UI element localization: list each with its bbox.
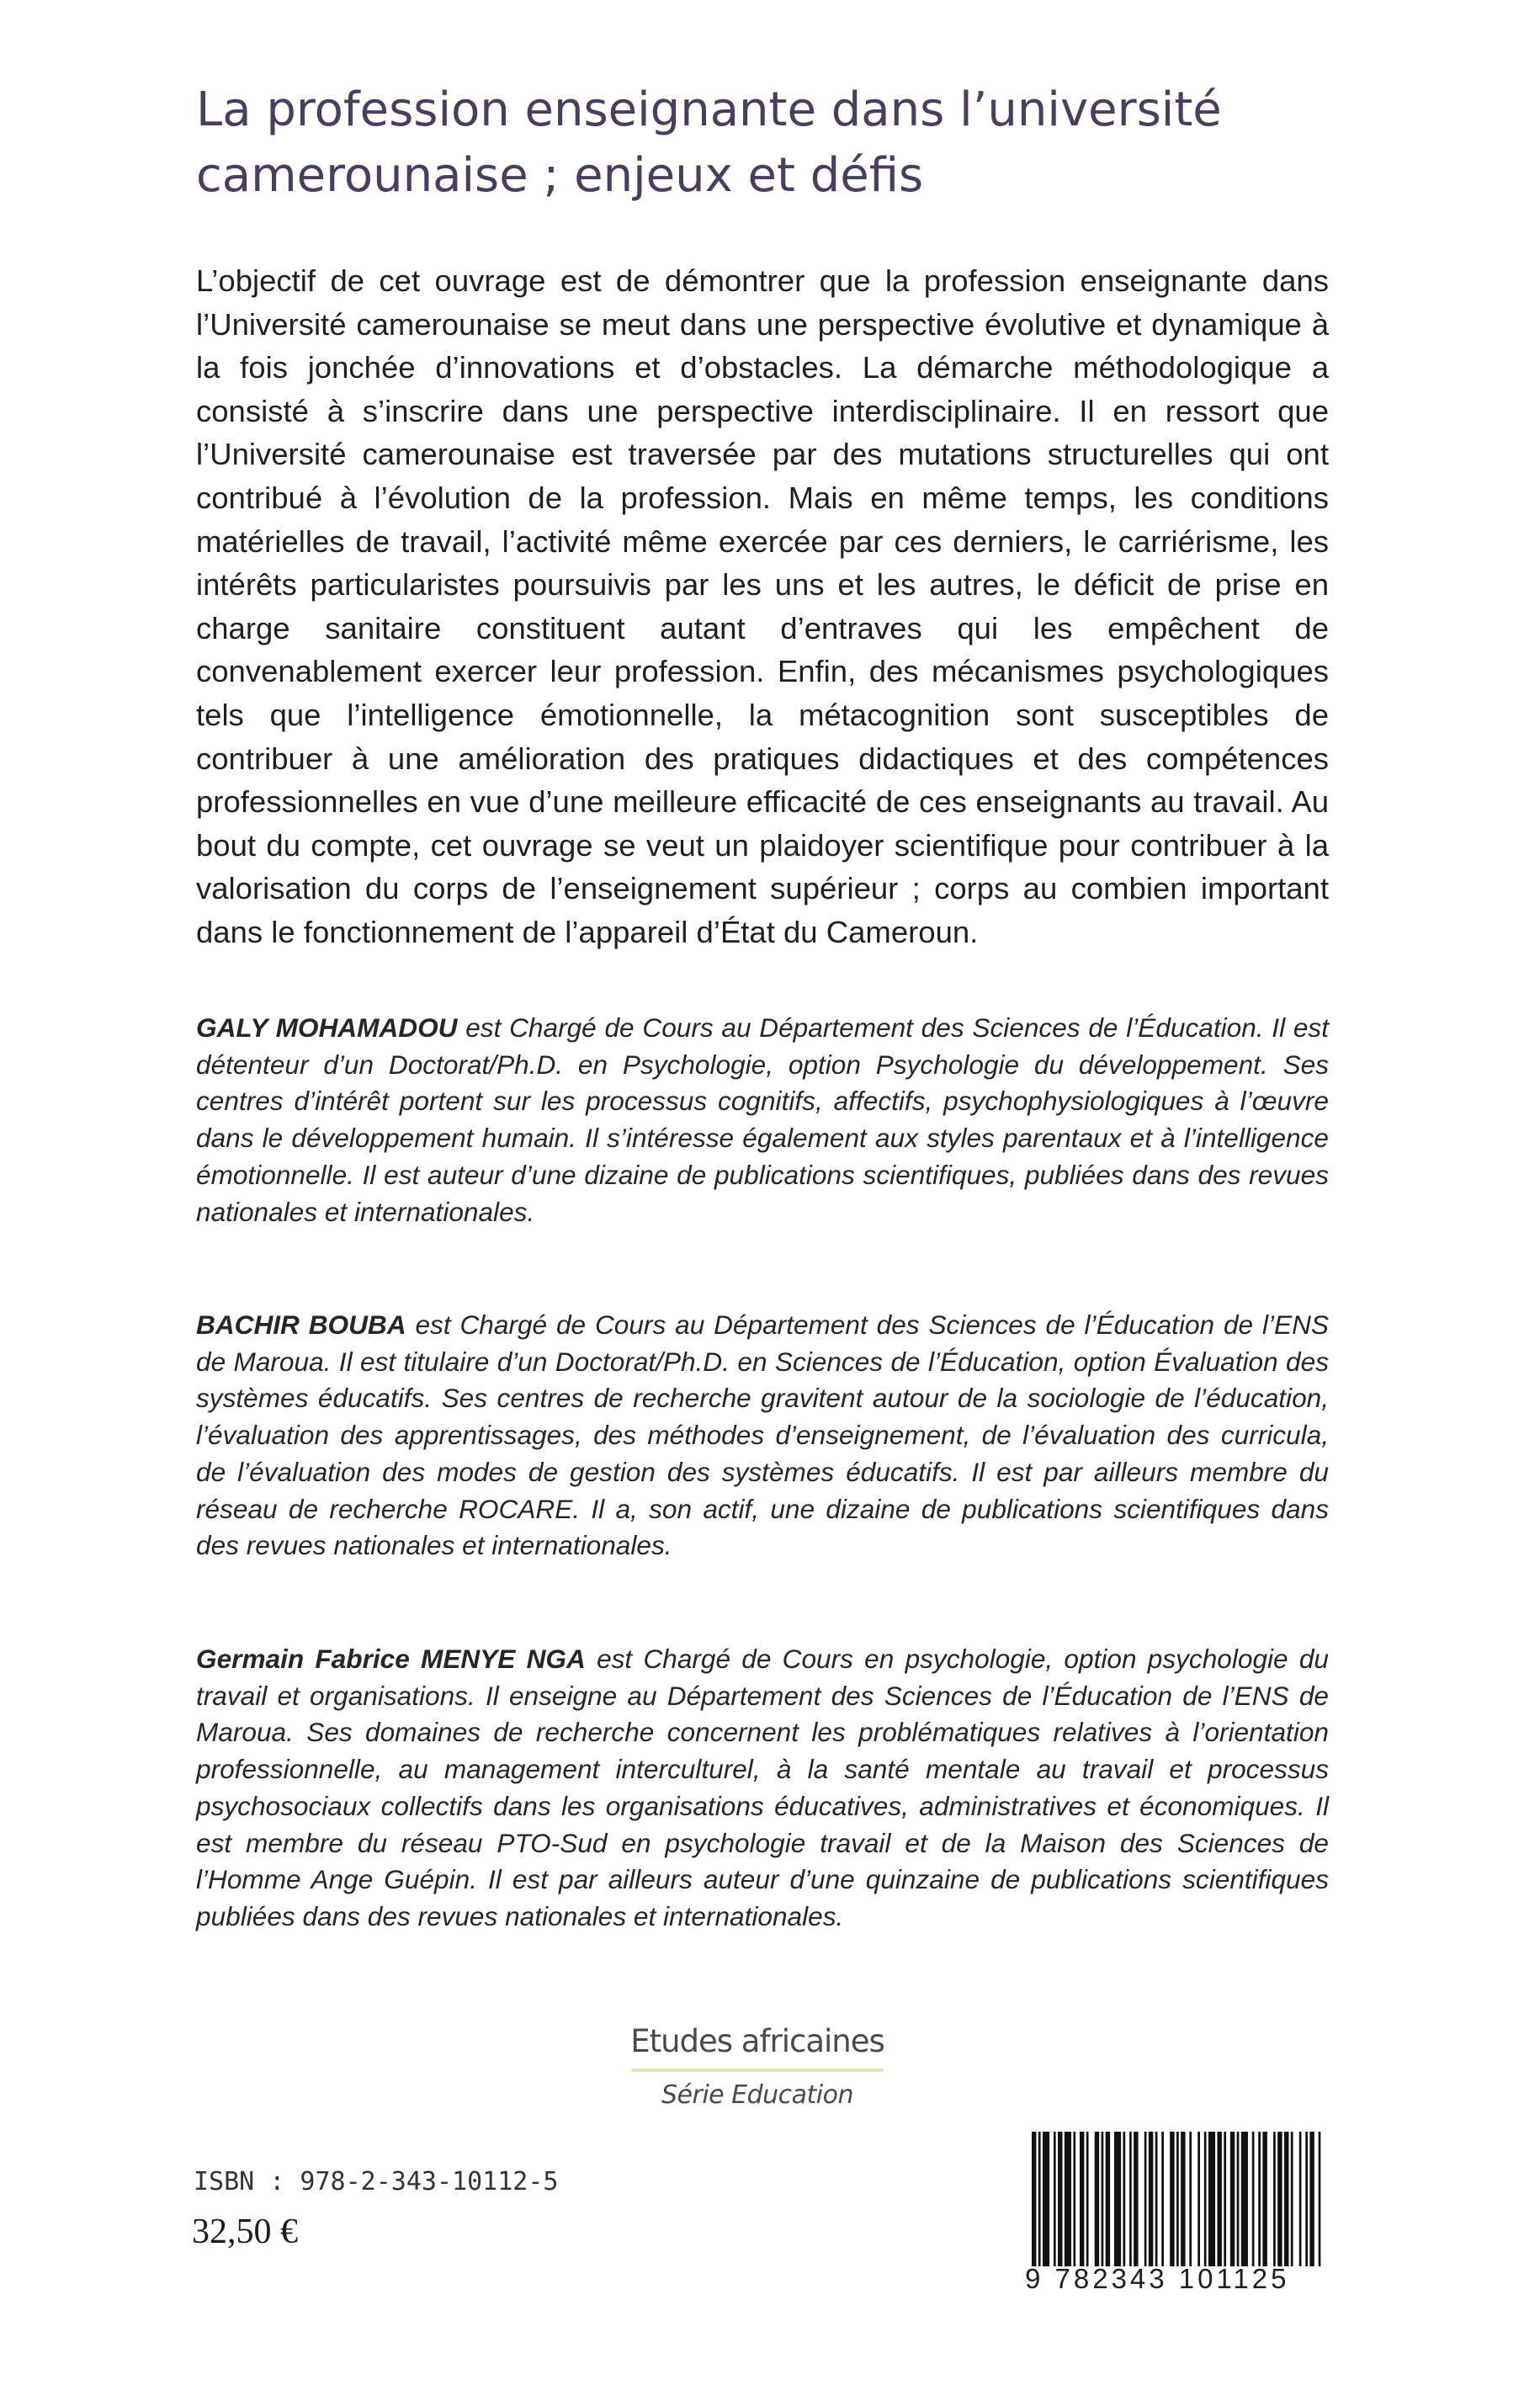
- collection-name: Etudes africaines: [630, 2023, 884, 2059]
- author-bio: [196, 1307, 1329, 1564]
- barcode-bar: [1181, 2132, 1185, 2266]
- barcode-bar: [1217, 2132, 1221, 2266]
- barcode-bar: [1095, 2132, 1099, 2266]
- author-name: BACHIR BOUBA: [196, 1309, 406, 1340]
- barcode-digits: 9 782343 101125: [1025, 2263, 1290, 2294]
- barcode-bar: [1230, 2132, 1235, 2266]
- barcode-bar: [1319, 2132, 1321, 2266]
- barcode-bar: [1080, 2132, 1084, 2266]
- barcode-bar: [1155, 2132, 1158, 2266]
- barcode-bar: [1065, 2132, 1071, 2266]
- barcode-bar: [1102, 2132, 1104, 2266]
- author-bio-text: est Chargé de Cours en psychologie, option psychologie du travail et organisations. Il enseigne au Département des Sciences de l’Éducation de l’ENS de Maroua. Ses domaines de recherche concernent les problématiques relatives à l’orientation professionnelle, au management interculturel, à la santé mentale au travail et processus psychosociaux collectifs dans les organisations éducatives, administratives et économiques. Il est membre du réseau PTO-Sud en psychologie travail et de la Maison des Sciences de l’Homme Ange Guépin. Il est par ailleurs auteur d’une quinzaine de publications scientifiques publiées dans des revues nationales et internationales.: [196, 1644, 1329, 1931]
- barcode-bar: [1299, 2132, 1302, 2266]
- barcode-bar: [1170, 2132, 1174, 2266]
- barcode-bar: [1114, 2132, 1121, 2266]
- barcode-bar: [1252, 2132, 1255, 2266]
- barcode-bar: [1134, 2132, 1138, 2266]
- book-price: 32,50 €: [192, 2212, 298, 2251]
- barcode-bar: [1129, 2132, 1132, 2266]
- barcode-bar: [1258, 2132, 1261, 2266]
- isbn-number: ISBN : 978-2-343-10112-5: [194, 2167, 559, 2196]
- author-bio: [196, 1641, 1329, 1936]
- barcode-bar: [1073, 2132, 1075, 2266]
- barcode-bar: [1305, 2132, 1308, 2266]
- book-title-line-1: La profession enseignante dans l’université: [196, 82, 1222, 137]
- barcode-bar: [1189, 2132, 1192, 2266]
- barcode-bar: [1161, 2132, 1164, 2266]
- barcode-bar: [1204, 2132, 1207, 2266]
- collection-divider: [631, 2069, 884, 2072]
- barcode-bar: [1237, 2132, 1240, 2266]
- barcode-bar: [1043, 2132, 1049, 2266]
- author-name: Germain Fabrice MENYE NGA: [196, 1644, 586, 1674]
- barcode-bar: [1241, 2132, 1248, 2266]
- barcode-bar: [1197, 2132, 1200, 2266]
- barcode-bar: [1284, 2132, 1288, 2266]
- barcode-bar: [1291, 2132, 1293, 2266]
- barcode-bar: [1058, 2132, 1062, 2266]
- barcode-bar: [1208, 2132, 1215, 2266]
- collection-block: [589, 2021, 926, 2112]
- barcode-bar: [1149, 2132, 1153, 2266]
- barcode-bar: [1262, 2132, 1267, 2266]
- author-bio: [196, 1010, 1329, 1230]
- barcode-icon: [1030, 2132, 1330, 2266]
- author-bio-text: est Chargé de Cours au Département des Sciences de l’Éducation de l’ENS de Maroua. Il est titulaire d’un Doctorat/Ph.D. en Sciences de l’Éducation, option Évaluation des systèmes éducatifs. Ses centres de recherche gravitent autour de la sociologie de l’éducation, l’évaluation des apprentissages, des méthodes d’enseignement, de l’évaluation des curricula, de l’évaluation des modes de gestion des systèmes éducatifs. Il est par ailleurs membre du réseau de recherche ROCARE. Il a, son actif, une dizaine de publications scientifiques dans des revues nationales et internationales.: [196, 1309, 1329, 1561]
- author-name: GALY MOHAMADOU: [196, 1012, 458, 1043]
- book-title: [196, 77, 1374, 209]
- book-summary: L’objectif de cet ouvrage est de démontrer que la profession enseignante dans l’Université camerounaise se meut dans une perspective évolutive et dynamique à la fois jonchée d’innovations et d’obstacles. La démarche méthodologique a consisté à s’inscrire dans une perspective interdisciplinaire. Il en ressort que l’Université camerounaise est traversée par des mutations structurelles qui ont contribué à l’évolution de la profession. Mais en même temps, les conditions matérielles de travail, l’activité même exercée par ces derniers, le carriérisme, les intérêts particularistes poursuivis par les uns et les autres, le déficit de prise en charge sanitaire constituent autant d’entraves qui les empêchent de convenablement exercer leur profession. Enfin, des mécanismes psychologiques tels que l’intelligence émotionnelle, la métacognition sont susceptibles de contribuer à une amélioration des pratiques didactiques et des compétences professionnelles en vue d’une meilleure efficacité de ces enseignants au travail. Au bout du compte, cet ouvrage se veut un plaidoyer scientifique pour contribuer à la valorisation du corps de l’enseignement supérieur ; corps au combien important dans le fonctionnement de l’appareil d’État du Cameroun.: [196, 263, 1329, 949]
- barcode-bar: [1309, 2132, 1314, 2266]
- book-title-line-2: camerounaise ; enjeux et défis: [196, 148, 924, 203]
- barcode-bar: [1273, 2132, 1276, 2266]
- barcode-bar: [1123, 2132, 1125, 2266]
- barcode-bar: [1086, 2132, 1089, 2266]
- barcode-bar: [1054, 2132, 1056, 2266]
- collection-series: Série Education: [661, 2080, 854, 2110]
- barcode-bar: [1224, 2132, 1226, 2266]
- author-bio-text: est Chargé de Cours au Département des Sciences de l’Éducation. Il est détenteur d’un Doctorat/Ph.D. en Psychologie, option Psychologie du développement. Ses centres d’intérêt portent sur les processus cognitifs, affectifs, psychophysiologiques à l’œuvre dans le développement humain. Il s’intéresse également aux styles parentaux et à l’intelligence émotionnelle. Il est auteur d’une dizaine de publications scientifiques, publiées dans des revues nationales et internationales.: [196, 1012, 1329, 1227]
- barcode-bar: [1038, 2132, 1041, 2266]
- barcode-bar: [1106, 2132, 1110, 2266]
- barcode-bar: [1277, 2132, 1282, 2266]
- barcode-bar: [1144, 2132, 1147, 2266]
- barcode-bar: [1032, 2132, 1036, 2266]
- barcode-bar: [1176, 2132, 1179, 2266]
